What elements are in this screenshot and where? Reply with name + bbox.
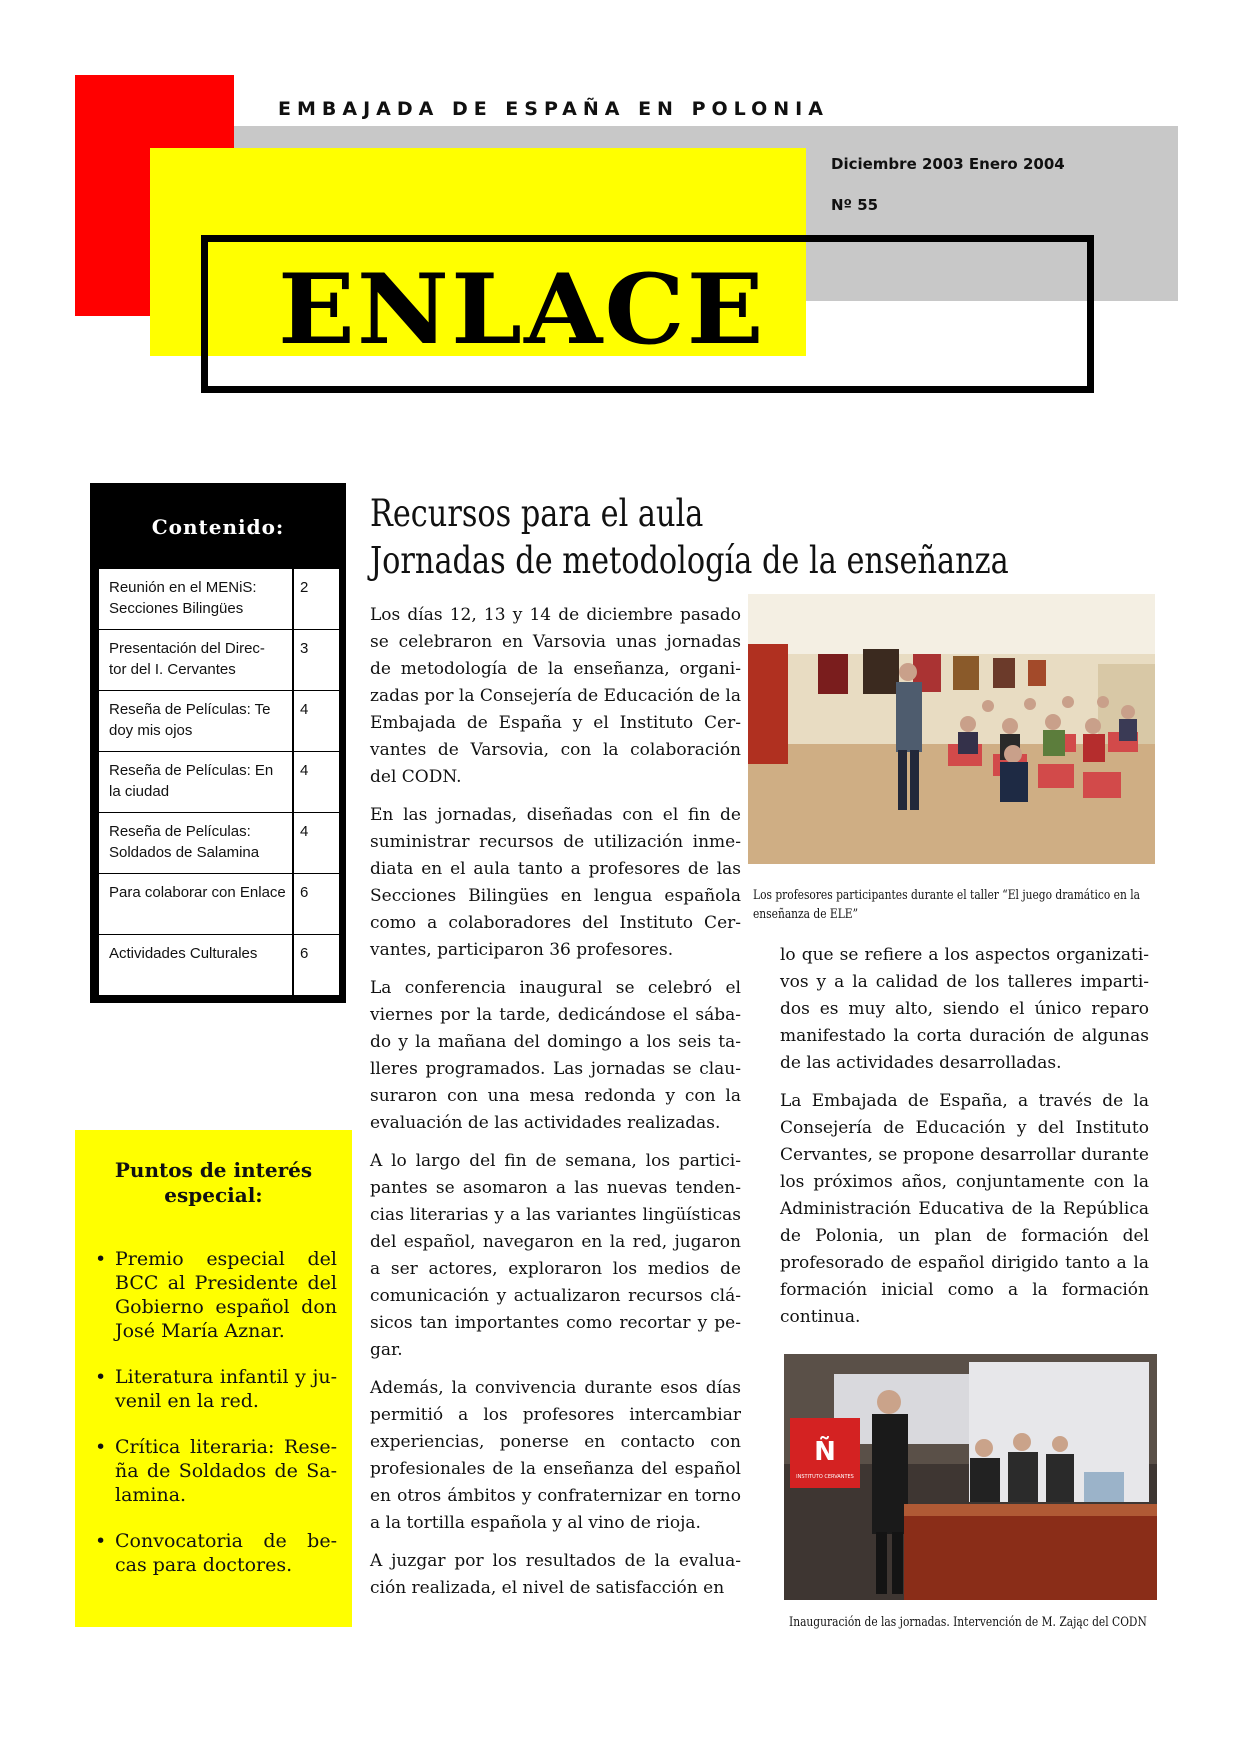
toc-item-label: Reseña de Películas: En la ciudad (99, 752, 293, 813)
toc-item-label: Reunión en el MENiS: Secciones Bilingües (99, 569, 293, 630)
toc-item-page: 4 (293, 752, 339, 813)
newsletter-title: ENLACE (278, 253, 766, 366)
headline-line-1: Recursos para el aula (370, 492, 704, 535)
toc-item-label: Actividades Culturales (109, 944, 258, 962)
paragraph: La Embajada de España, a través de la Consejería de Educación y del Instituto Cervantes, se propone desarrollar durante los próximos años, conjuntamente con la Administración Educativa de la República de Polonia, un plan de formación del profesorado de español dirigido tanto a la formación inicial como a la formación continua. (780, 1091, 1149, 1327)
toc-row (99, 812, 339, 873)
paragraph: lo que se refiere a los aspectos organizati- vos y a la calidad de los talleres imparti- dos es muy alto, siendo el único reparo manifestado la corta duración de algunas de las actividades desarrolladas. (780, 945, 1149, 1073)
toc-item-label: Reseña de Películas: Te doy mis ojos (99, 691, 293, 752)
toc-row (99, 934, 339, 995)
inauguration-photo (784, 1354, 1157, 1600)
paragraph: La conferencia inaugural se celebró el viernes por la tarde, dedicándose el sába- do y la mañana del domingo a los seis ta- lleres programados. Las jornadas se clau- suraron con una mesa redonda y con la evaluación de las actividades realizadas. (370, 978, 741, 1133)
issue-number: Nº 55 (831, 196, 879, 214)
headline-line-2: Jornadas de metodología de la enseñanza (370, 539, 1009, 582)
workshop-photo (748, 594, 1155, 864)
toc-item-page: 4 (293, 691, 339, 752)
toc-row (99, 691, 339, 752)
table-of-contents (90, 483, 346, 1003)
highlights-list (115, 1247, 337, 1599)
toc-row (99, 569, 339, 630)
paragraph: En las jornadas, diseñadas con el fin de suministrar recursos de utilización inme- diata en el aula tanto a profesores de las Secciones Bilingües en lengua española como a colaboradores del Instituto Cer- vantes, participaron 36 profesores. (370, 805, 741, 960)
toc-item-page: 2 (293, 569, 339, 630)
article-headline (370, 490, 1009, 584)
toc-item-page: 6 (293, 873, 339, 934)
issue-date: Diciembre 2003 Enero 2004 (831, 155, 1065, 173)
list-item: • Premio especial del BCC al Presidente del Gobierno español don José María Aznar. (115, 1247, 337, 1343)
list-item: • Crítica literaria: Rese- ña de Soldados de Sa- lamina. (115, 1435, 337, 1507)
toc-item-label: Para colaborar con Enlace (99, 873, 293, 934)
svg-text:Ñ: Ñ (814, 1437, 836, 1467)
photo-caption: Los profesores participantes durante el taller “El juego dramático en la enseñanza de ELE” (753, 888, 1140, 922)
highlights-heading: Puntos de interés especial: (114, 1158, 313, 1207)
paragraph: A lo largo del fin de semana, los partici- pantes se asomaron a las nuevas tenden- cias literarias y a las variantes lingüísticas del español, navegaron en la red, jugaron a ser actores, exploraron los medios de comunicación y actualizaron recursos clá- sicos tan importantes como recortar y pe- gar. (370, 1151, 741, 1360)
list-item: • Convocatoria de be- cas para doctores. (115, 1529, 337, 1577)
toc-row (99, 752, 339, 813)
list-item: • Literatura infantil y ju- venil en la red. (115, 1365, 337, 1413)
toc-item-page: 4 (293, 812, 339, 873)
highlights-box (75, 1130, 352, 1627)
gray-strip (234, 126, 806, 148)
paragraph: Además, la convivencia durante esos días permitió a los profesores intercambiar experiencias, ponerse en contacto con profesionales de la enseñanza del español en otros ámbitos y confraternizar en torno a la tortilla española y al vino de rioja. (370, 1378, 741, 1533)
paragraph: A juzgar por los resultados de la evalua- ción realizada, el nivel de satisfacción en (370, 1551, 741, 1598)
toc-row (99, 873, 339, 934)
article-column-right (780, 942, 1149, 1342)
paragraph: Los días 12, 13 y 14 de diciembre pasado se celebraron en Varsovia unas jornadas de metodología de la enseñanza, organi- zadas por la Consejería de Educación de la Embajada de España y el Instituto Cer- vantes de Varsovia, con la colaboración del CODN. (370, 605, 741, 787)
toc-item-page: 3 (293, 630, 339, 691)
toc-item-label: Reseña de Películas: Soldados de Salamina (99, 812, 293, 873)
photo-caption: Inauguración de las jornadas. Intervención de M. Zając del CODN (789, 1615, 1147, 1630)
sign-text: INSTITUTO CERVANTES (796, 1474, 854, 1480)
toc-heading: Contenido: (151, 515, 285, 539)
embassy-name: EMBAJADA DE ESPAÑA EN POLONIA (278, 98, 829, 120)
toc-row (99, 630, 339, 691)
toc-table (99, 569, 339, 995)
toc-item-label: Presentación del Direc- tor del I. Cervantes (99, 630, 293, 691)
toc-item-page: 6 (293, 934, 339, 995)
article-column-left (370, 602, 741, 1613)
